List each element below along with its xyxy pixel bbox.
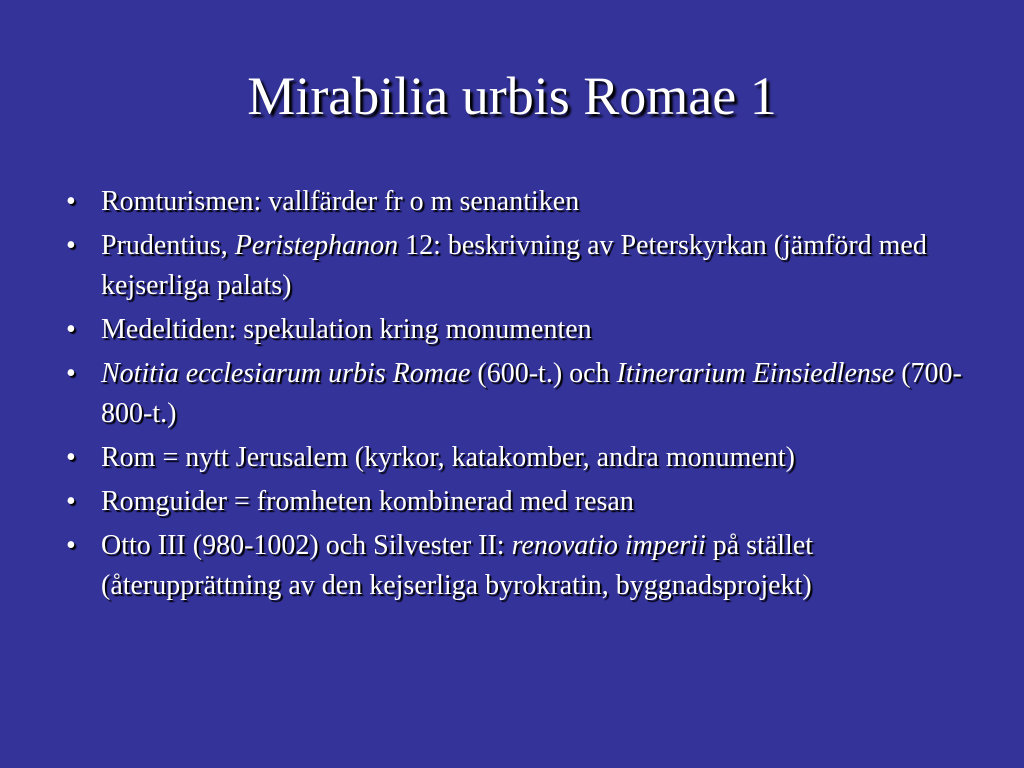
bullet-text-italic: renovatio imperii	[511, 530, 706, 561]
bullet-marker: •	[66, 358, 76, 389]
bullet-item	[64, 482, 964, 522]
bullet-marker: •	[66, 230, 76, 261]
bullet-item	[64, 354, 964, 434]
bullet-text: Prudentius,	[101, 230, 235, 261]
slide-title: Mirabilia urbis Romae 1	[247, 66, 777, 126]
bullet-text: Otto III (980-1002) och Silvester II:	[101, 530, 512, 561]
bullet-marker: •	[66, 530, 76, 561]
bullet-item	[64, 526, 964, 606]
bullet-text: Medeltiden: spekulation kring monumenten	[101, 314, 592, 345]
bullet-text: Rom = nytt Jerusalem (kyrkor, katakomber, andra monument)	[101, 442, 795, 473]
bullet-list	[64, 182, 964, 610]
bullet-text-italic: Notitia ecclesiarum urbis Romae	[101, 358, 471, 389]
bullet-text: (600-t.) och	[470, 358, 617, 389]
bullet-text-italic: Peristephanon	[234, 230, 399, 261]
bullet-item	[64, 438, 964, 478]
bullet-text: Romturismen: vallfärder fr o m senantiken	[101, 186, 580, 217]
bullet-item	[64, 182, 964, 222]
bullet-text: (700-800-t.)	[101, 358, 962, 429]
bullet-item	[64, 310, 964, 350]
bullet-marker: •	[66, 314, 76, 345]
bullet-text: 12: beskrivning av Peterskyrkan (jämförd med kejserliga palats)	[101, 230, 927, 301]
bullet-text: på stället (återupprättning av den kejserliga byrokratin, byggnadsprojekt)	[101, 530, 814, 601]
bullet-marker: •	[66, 186, 76, 217]
bullet-marker: •	[66, 486, 76, 517]
bullet-item	[64, 226, 964, 306]
bullet-text-italic: Itinerarium Einsiedlense	[616, 358, 895, 389]
bullet-text: Romguider = fromheten kombinerad med resan	[101, 486, 634, 517]
bullet-marker: •	[66, 442, 76, 473]
